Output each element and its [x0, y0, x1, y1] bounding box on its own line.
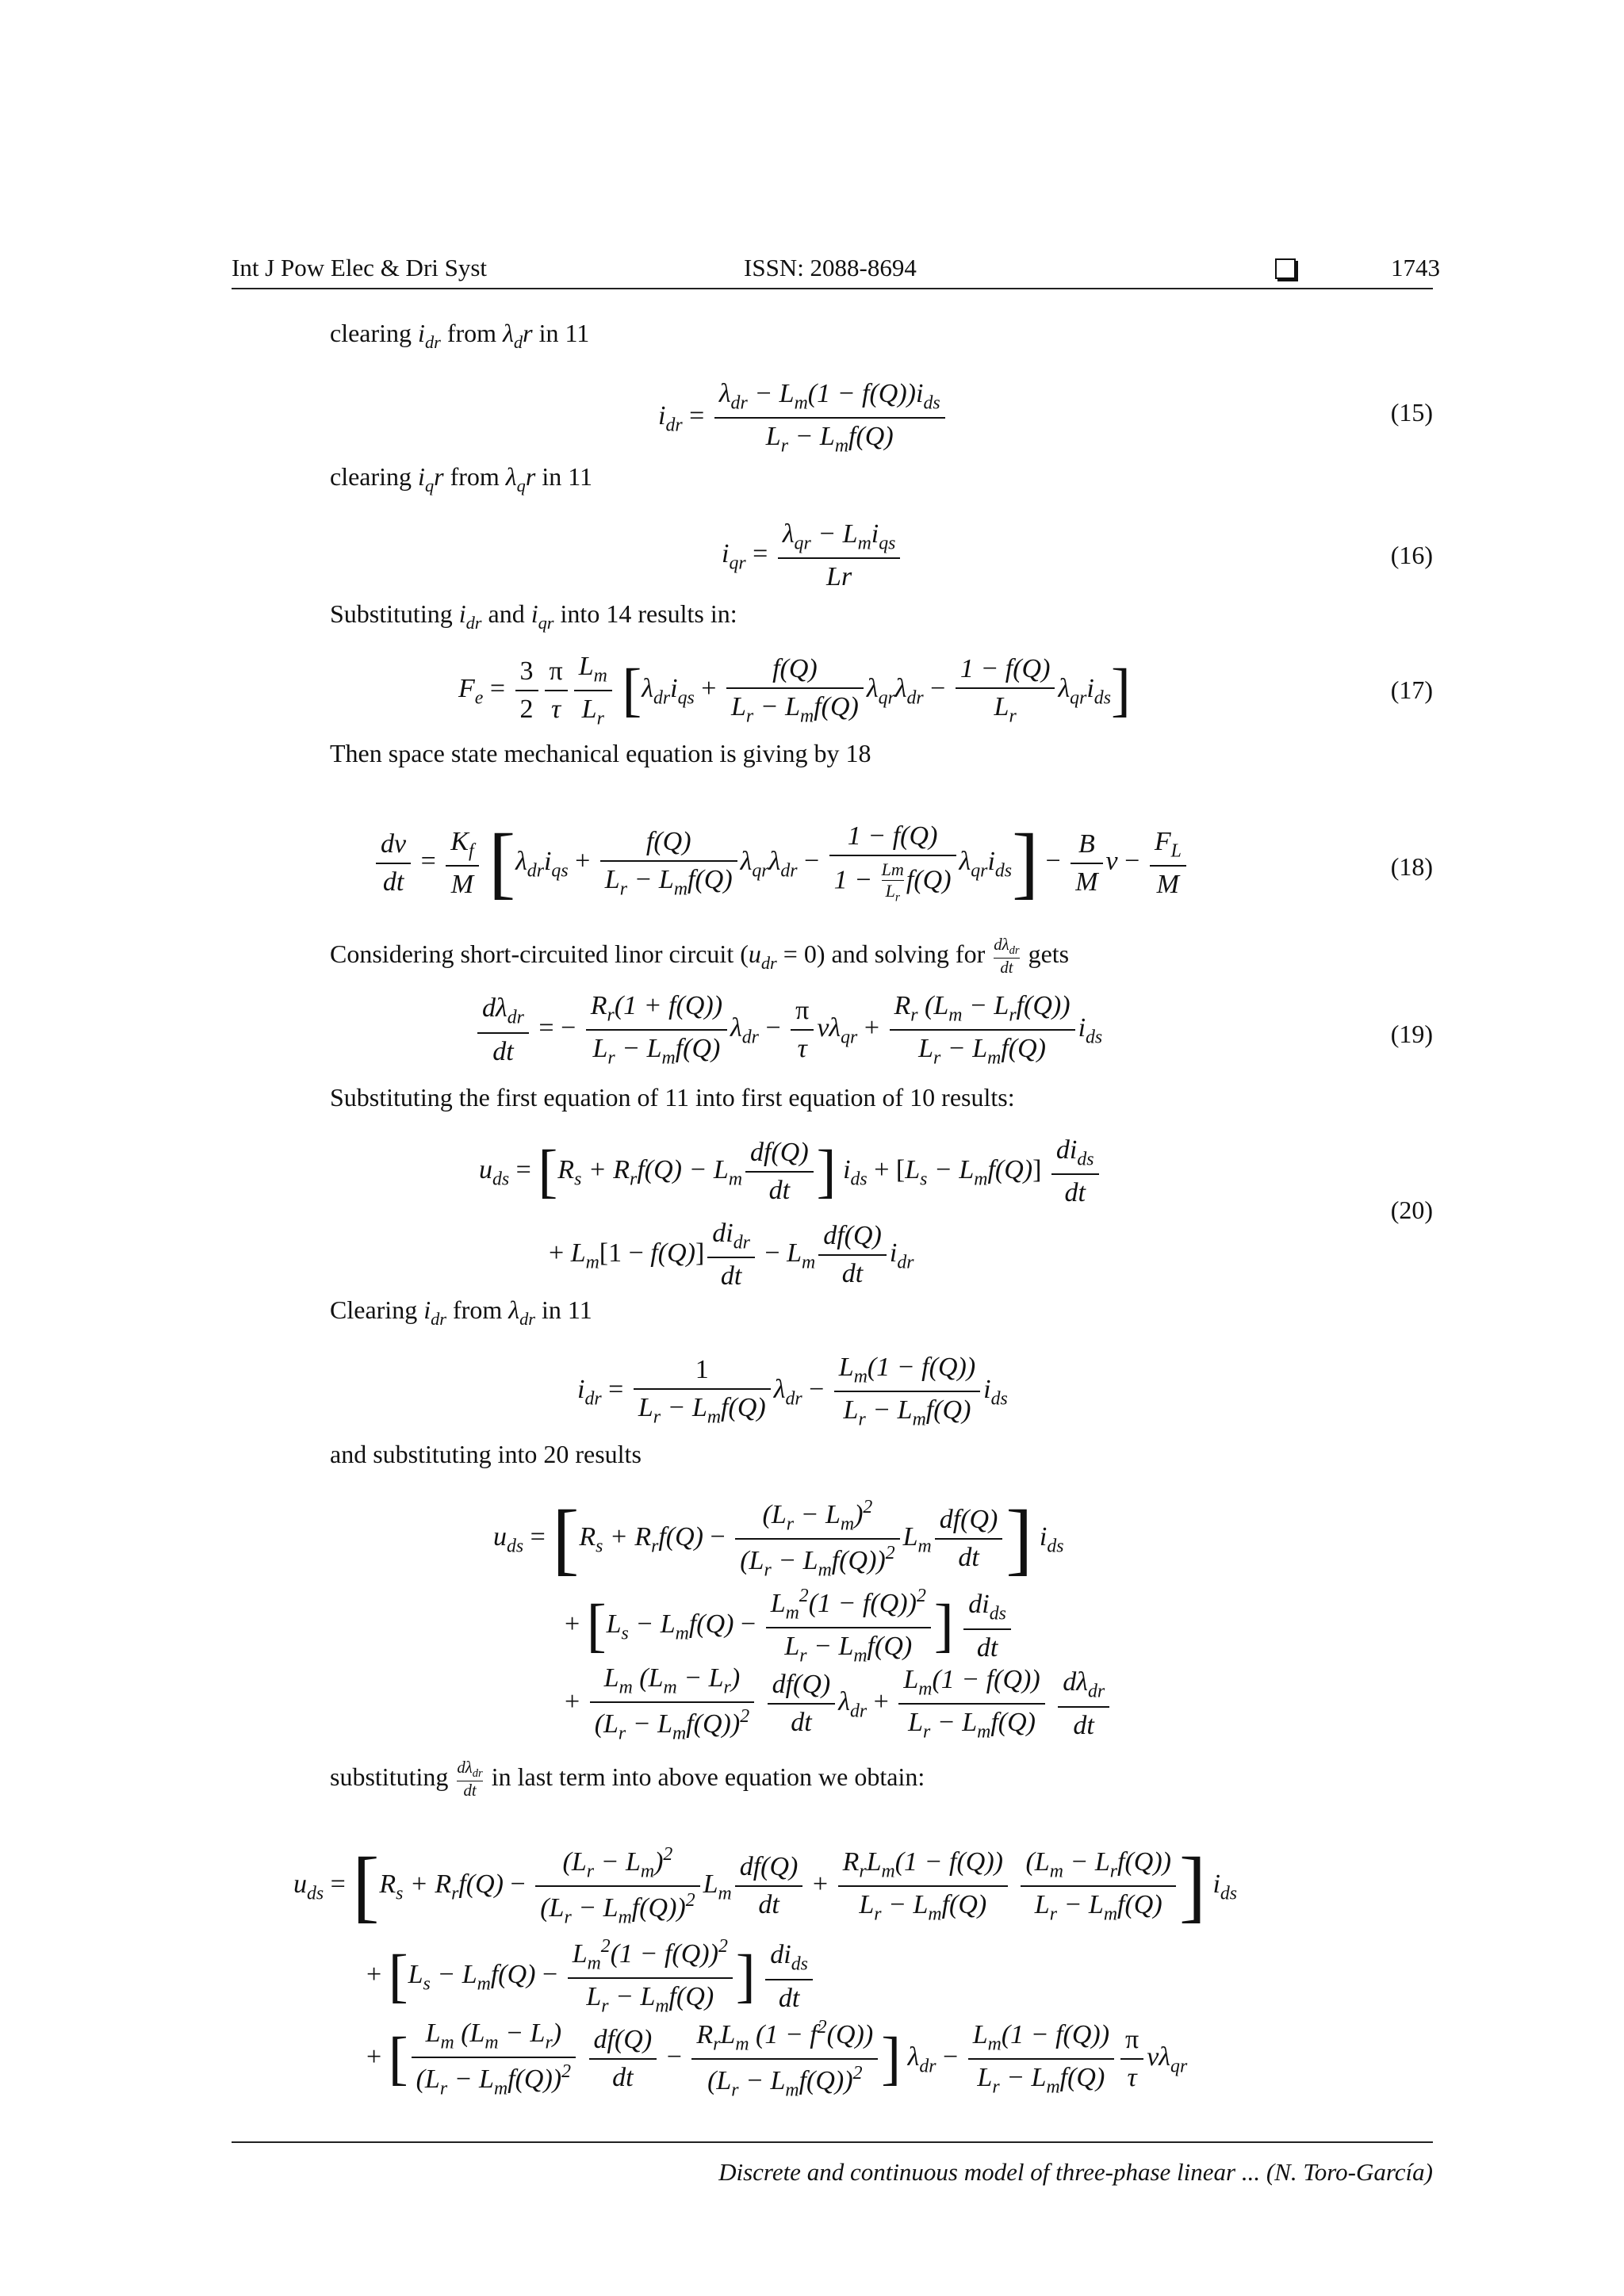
equation-final-line-1: $u_{ds} = [R_s + R_rf(Q)$ − $\frac{(L_r - L_m)^2}{(L_r - L_mf(Q))^2}$ $L_m$ $\frac{df(Q)}{dt}$ + $\frac{R_rL_m(1 - f(Q))}{L_r - L_mf(Q)}$ $\frac{(L_m - L_rf(Q))}{L_r - L_mf(Q)}$ ] $i_{ds}$ — [293, 1841, 1238, 1931]
paragraph-short-circuited: Considering short-circuited linor circuit $(u_{dr} = 0)$ and solving for $\frac{d\lambda_{dr}}{dt}$ gets — [330, 936, 1070, 978]
header-rule — [232, 288, 1433, 289]
footer-rule — [232, 2141, 1433, 2143]
paragraph-substituting-idr-iqr: Substituting $i_{dr}$ and $i_{qr}$ into 14 results in: — [330, 599, 737, 633]
equation-number-19: (19) — [1390, 1020, 1433, 1048]
equation-20-line-2: + $L_m[1 - f(Q)]$ $\frac{di_{dr}}{dt}$ − $L_m$ $\frac{df(Q)}{dt}$ $i_{dr}$ — [549, 1219, 914, 1292]
running-head-issn: ISSN: 2088-8694 — [744, 254, 917, 281]
equation-final-line-3: + [ $\frac{L_m (L_m - L_r)}{(L_r - L_mf(Q))^2}$ $\frac{df(Q)}{dt}$ − $\frac{R_rL_m (1 - f^2(Q))}{(L_r - L_mf(Q))^2}$ ] $\lambda_{dr}$ − $\frac{L_m(1 - f(Q))}{L_r - L_mf(Q)}$ $\frac{\pi}{\tau}$ $v\lambda_{qr}$ — [366, 2017, 1188, 2101]
paragraph-substituting-into-20: and substituting into 20 results — [330, 1440, 642, 1468]
equation-uds-line-2: + [$L_s - L_mf(Q)$ − $\frac{L_m^2(1 - f(Q))^2}{L_r - L_mf(Q)}$ ] $\frac{di_{ds}}{dt}$ — [565, 1586, 1014, 1667]
equation-19: $\frac{d\lambda_{dr}}{dt}$ = − $\frac{R_r(1 + f(Q))}{L_r - L_mf(Q)}$ $\lambda_{dr}$ − $\frac{\pi}{\tau}$ $v\lambda_{qr}$ + $\frac{R_r (L_m - L_rf(Q))}{L_r - L_mf(Q)}$ $i_{ds}$ — [474, 991, 1102, 1070]
equation-uds-line-3: + $\frac{L_m (L_m - L_r)}{(L_r - L_mf(Q))^2}$ $\frac{df(Q)}{dt}$ $\lambda_{dr}$ + $\frac{L_m(1 - f(Q))}{L_r - L_mf(Q)}$ $\frac{d\lambda_{dr}}{dt}$ — [565, 1663, 1113, 1745]
equation-17: $F_e$ = $\frac{3}{2}$ $\frac{\pi}{\tau}$ $\frac{L_m}{L_r}$ [$\lambda_{dr}i_{qs}$ + $\frac{f(Q)}{L_r - L_mf(Q)}$ $\lambda_{qr}\lambda_{dr}$ − $\frac{1 - f(Q)}{L_r}$ $\lambda_{qr}i_{ds}$] — [458, 652, 1131, 729]
equation-number-20: (20) — [1390, 1196, 1433, 1224]
page-number: 1743 — [1391, 254, 1440, 281]
equation-18: $\frac{dv}{dt}$ = $\frac{K_f}{M}$ [$\lambda_{dr}i_{qs}$ + $\frac{f(Q)}{L_r - L_mf(Q)}$ $\lambda_{qr}\lambda_{dr}$ − 1 − f(Q) 1 − $\frac{Lm}{L_r}$ f(Q) $\lambda_{qr}i_{ds}$] − $\frac{B}{M}$ v − $\frac{F_L}{M}$ — [373, 821, 1189, 905]
paragraph-clearing-idr: clearing $i_{dr}$ from $\lambda_dr$ in 11 — [330, 319, 590, 352]
equation-20-line-1: $u_{ds} = [R_s + R_rf(Q) - L_m$ $\frac{df(Q)}{dt}$ ] $i_{ds} + [L_s - L_mf(Q)]$ $\frac{di_{ds}}{dt}$ — [479, 1135, 1102, 1208]
paragraph-clearing-idr-2: Clearing $i_{dr}$ from $\lambda_{dr}$ in 11 — [330, 1295, 592, 1329]
equation-15: $i_{dr}$ = $\frac{\lambda_{dr} - L_m(1 - f(Q))i_{ds}}{L_r - L_mf(Q)}$ — [658, 379, 948, 457]
equation-idr: $i_{dr}$ = $\frac{1}{L_r - L_mf(Q)}$ $\lambda_{dr}$ − $\frac{L_m(1 - f(Q))}{L_r - L_mf(Q)}$ $i_{ds}$ — [577, 1353, 1008, 1430]
equation-number-17: (17) — [1390, 675, 1433, 704]
equation-uds-line-1: $u_{ds} = [R_s + R_rf(Q)$ − $\frac{(L_r - L_m)^2}{(L_r - L_mf(Q))^2}$ $L_m$ $\frac{df(Q)}{dt}$ ] $i_{ds}$ — [493, 1494, 1064, 1584]
equation-final-line-2: + [$L_s - L_mf(Q)$ − $\frac{L_m^2(1 - f(Q))^2}{L_r - L_mf(Q)}$ ] $\frac{di_{ds}}{dt}$ — [366, 1936, 816, 2018]
paragraph-clearing-iqr: clearing $i_qr$ from $\lambda_qr$ in 11 — [330, 462, 593, 496]
equation-number-18: (18) — [1390, 852, 1433, 881]
equation-number-16: (16) — [1390, 541, 1433, 569]
square-icon — [1275, 258, 1296, 283]
equation-number-15: (15) — [1390, 398, 1433, 427]
paragraph-first-equation: Substituting the first equation of 11 into first equation of 10 results: — [330, 1083, 1015, 1112]
equation-16: $i_{qr}$ = $\frac{\lambda_{qr} - L_mi_{qs}}{Lr}$ — [722, 519, 903, 592]
footer-title: Discrete and continuous model of three-phase linear ... (N. Toro-García) — [718, 2158, 1433, 2186]
paragraph-substituting-last-term: substituting $\frac{d\lambda_{dr}}{dt}$ in last term into above equation we obtain: — [330, 1758, 925, 1800]
running-head-journal: Int J Pow Elec & Dri Syst — [232, 254, 488, 281]
paragraph-space-state: Then space state mechanical equation is giving by 18 — [330, 739, 871, 767]
